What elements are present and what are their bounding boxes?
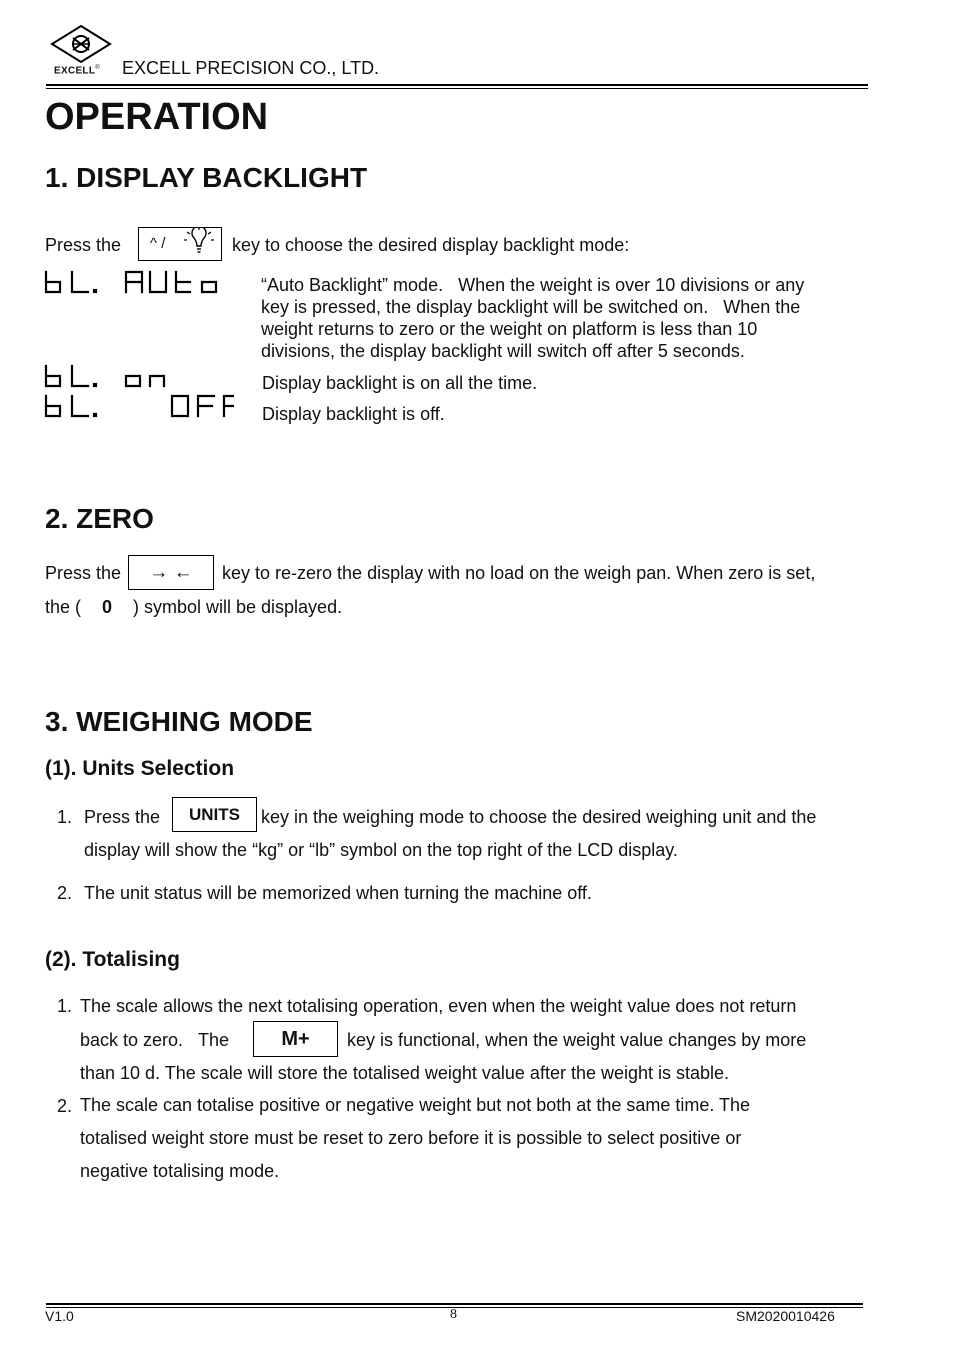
totalising-item1-line2-after: key is functional, when the weight value changes by more <box>347 1030 807 1050</box>
lcd-bl-off <box>44 394 234 420</box>
backlight-intro-after: key to choose the desired display backlight mode: <box>232 235 630 255</box>
totalising-item2-text: The scale can totalise positive or negative weight but not both at the same time. The totalised weight store must be reset to zero before it is possible to select positive or negative totalising mode. <box>80 1095 751 1181</box>
subheading-units: (1). Units Selection <box>45 757 235 780</box>
section-heading-weighing: 3. WEIGHING MODE <box>45 706 313 737</box>
company-name: EXCELL PRECISION CO., LTD. <box>122 58 380 78</box>
backlight-key-label: ^ / <box>150 235 166 252</box>
backlight-on-desc: Display backlight is on all the time. <box>262 373 538 393</box>
totalising-item2-num: 2. <box>57 1096 73 1116</box>
section-heading-zero: 2. ZERO <box>45 503 154 534</box>
units-key: UNITS <box>172 797 257 832</box>
footer-doc-id: SM2020010426 <box>736 1308 835 1324</box>
section-heading-backlight: 1. DISPLAY BACKLIGHT <box>45 162 368 193</box>
totalising-item1-line2-before: back to zero. The <box>80 1030 230 1050</box>
units-item1-num: 1. <box>57 807 73 827</box>
zero-line2-before: the ( <box>45 597 82 617</box>
zero-line1-after: key to re-zero the display with no load on the weigh pan. When zero is set, <box>222 563 816 583</box>
backlight-off-desc: Display backlight is off. <box>262 404 445 424</box>
units-item1-before: Press the <box>84 807 161 827</box>
lcd-bl-auto <box>44 270 234 296</box>
units-item1-after: key in the weighing mode to choose the desired weighing unit and the <box>261 807 817 827</box>
backlight-auto-desc: “Auto Backlight” mode. When the weight is over 10 divisions or any key is pressed, the display backlight will be switched on. When the weight returns to zero or the weight on platform is less than 10 divisions, the display backlight will switch off after 5 seconds. <box>261 275 805 361</box>
backlight-key <box>138 227 222 261</box>
footer-version: V1.0 <box>45 1308 74 1324</box>
zero-line2-after: ) symbol will be displayed. <box>133 597 343 617</box>
footer-rule-thick <box>46 1303 863 1305</box>
lcd-bl-on <box>44 364 234 390</box>
zero-key: → ← <box>128 555 214 590</box>
backlight-intro-before: Press the <box>45 235 122 255</box>
units-item2-num: 2. <box>57 883 73 903</box>
subheading-totalising: (2). Totalising <box>45 948 180 971</box>
header-rule-thin <box>46 88 868 89</box>
m-plus-key: M+ <box>253 1021 338 1057</box>
logo-wordmark: EXCELL® <box>54 65 100 77</box>
header-rule-thick <box>46 84 868 86</box>
totalising-item1-line1: The scale allows the next totalising operation, even when the weight value does not return <box>80 996 797 1016</box>
zero-symbol: 0 <box>102 597 113 617</box>
totalising-item1-num: 1. <box>57 996 73 1016</box>
page-title: OPERATION <box>45 96 269 138</box>
zero-line1-before: Press the <box>45 563 122 583</box>
page-number: 8 <box>450 1307 457 1322</box>
units-item1-line2: display will show the “kg” or “lb” symbol on the top right of the LCD display. <box>84 840 678 860</box>
lightbulb-icon <box>181 228 217 260</box>
units-item2: The unit status will be memorized when turning the machine off. <box>84 883 592 903</box>
totalising-item1-line3: than 10 d. The scale will store the totalised weight value after the weight is stable. <box>80 1063 730 1083</box>
